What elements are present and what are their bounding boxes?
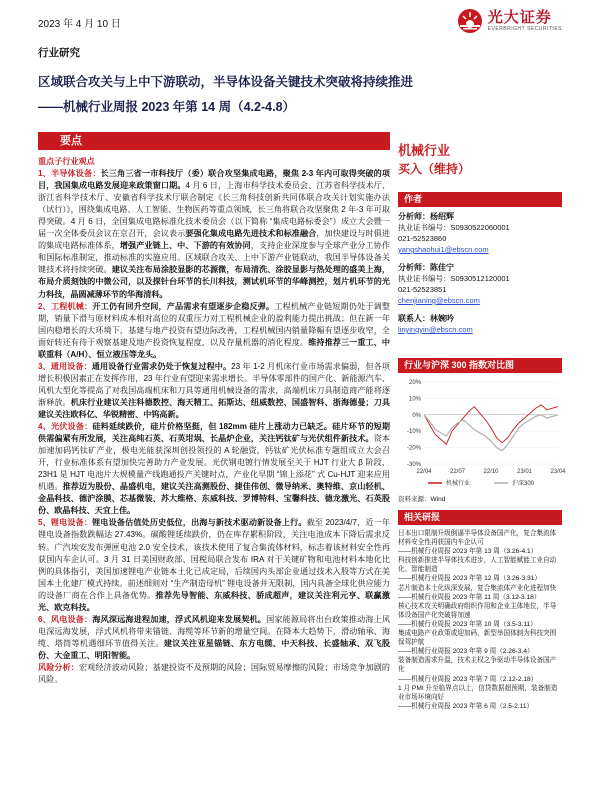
x-tick-label: 23/04 — [550, 469, 566, 475]
report-item[interactable]: 装备制造需求升温，技术主权之争驱动半导体设备国产化 ——机械行业周报 2023 年第 7 周（2.12-2.18） — [398, 657, 557, 683]
paragraph-lithium-equipment: 5、锂电设备：锂电设备估值处历史低位，出海与新技术驱动新设备上行。截至 2023/4/7，近一年锂电设备指数跌幅达 27.43%。碳酸锂延续跌价，仍在库存累积阶段，关注电池成本下降后需求反转。广汽埃安发布弹匣电池 2.0 安全技术，该技术使用了复合集流体材料，标志着该材料安全性再获国内车企认可。3 月 31 日美国财政部、国税局联合发布 IRA 对于关键矿物和电池材料本地化比例的具体指引，美国加速锂电产业链本土化已成定局，后续国内头部企业通过技术入股等方式在美国本土化建厂模式持续。前述细则对 “生产制造母机” 锂电设备并无限制，国内具备全球化供应能力的设备厂商在合作上具备优势。推荐先导智能、东威科技、骄成超声，建议关注利元亨、联赢激光、欧克科技。 — [38, 518, 390, 612]
analyst-email[interactable]: chenjianing@ebscn.com — [398, 296, 480, 305]
legend-label: 机械行业 — [446, 481, 471, 487]
logo-english: EVERBRIGHT SECURITIES — [487, 26, 562, 32]
analyst-phone: 021-52523860 — [398, 234, 447, 243]
y-tick-label: -30% — [406, 462, 421, 468]
analyst-name: 分析师：陈佳宁 — [398, 263, 454, 272]
legend-label: 沪深300 — [512, 481, 535, 487]
report-item[interactable]: 日本出口限制升级倒逼半导体设备国产化，复合集流体材料安全性再获国内车企认可 ——机械行业周报 2023 年第 13 周（3.26-4.1） — [398, 530, 557, 556]
series-line — [424, 405, 558, 444]
related-reports-list — [398, 529, 562, 711]
report-item[interactable]: 芯片制造本土化纵深发展，复合集流体产业化进程加快 ——机械行业周报 2023 年第 11 周（3.12-3.18） — [398, 584, 557, 601]
index-comparison-chart — [398, 376, 566, 491]
paragraph-general-equipment: 3、通用设备：通用设备行业需求仍处于恢复过程中。23 年 1-2 月机床行业市场需求偏弱，但各项增长积极因素正在发挥作用，23 年行业有望迎来需求增长。半导体零部件的国产化、新能源汽车、风机大型化等提高了对我国高端机床和刀具等通用机械设备的需求，高端机床刀具制造商产能将逐渐释放。机床行业建议关注科德数控、海天精工、拓斯达、纽威数控、国盛智科、浙海德曼；刀具建议关注欧科亿、华锐精密、中钨高新。 — [38, 361, 390, 419]
report-item[interactable]: 核心技术攻关明确政府组织作用和企业主体地位，半导体设备国产化突破将加速 ——机械行业周报 2023 年第 10 周（3.5-3.11） — [398, 602, 557, 628]
sun-logo-icon — [457, 8, 483, 34]
report-title: 区域联合攻关与上中下游联动，半导体设备关键技术突破将持续推进 — [38, 75, 414, 89]
paragraph-risk: 风险分析：宏观经济波动风险；基建投资不及预期的风险；国际贸易摩擦的风险；市场竞争加剧的风险。 — [38, 662, 390, 685]
y-tick-label: 20% — [408, 380, 421, 386]
y-tick-label: -10% — [406, 429, 421, 436]
contact-name: 联系人：林婉吟 — [398, 314, 454, 323]
industry-name: 机械行业 — [398, 143, 451, 158]
series-line — [424, 415, 558, 451]
x-tick-label: 23/01 — [516, 469, 533, 475]
paragraph-pv-equipment: 4、光伏设备：硅料延续跌价，硅片价格坚挺，但 182mm 硅片上涨动力已缺乏。硅片环节的短期供需偏紧有所发展，关注高纯石英、石英坩埚、长晶炉企业，关注钙钛矿与光伏组件新技术。资本加速加码钙钛矿产业，极电光能获深圳创投领投的 A 轮融资，钙钛矿光伏标准专题组成立大会召开，行业标准体系有望加快完善助力产业发展。光伏钢电镀行情发展至关于 HJT 行业大 β 阶段，23H1 是 HJT 电池片大规模量产线跑通投产关键时点，产业化早期 “锦上添花” 式 Cu-HJT 迎来应用机遇。推荐迈为股份、晶盛机电，建议关注高测股份、捷佳伟创、微导纳米、奥特维、京山轻机、金晶科技、德沪涂膜、芯基微装、苏大维格、东威科技、罗博特科、宝馨科技、德龙激光、石英股份、欧晶科技、天宜上佳。 — [38, 422, 390, 516]
author-header: 作者 — [398, 192, 562, 207]
section-label: 行业研究 — [38, 47, 80, 59]
chart-header: 行业与沪深 300 指数对比图 — [398, 358, 562, 373]
analyst-email[interactable]: yangshaohui1@ebscn.com — [398, 245, 489, 254]
paragraph-semiconductor: 1、半导体设备：长三角三省一市科技厅（委）联合攻坚集成电路，聚焦 2-3 年内可取得突破的项目，我国集成电路发展迎来政策窗口期。4 月 6 日，上海市科学技术委员会、江苏省科学技术厅、浙江省科学技术厅、安徽省科学技术厅联合制定《长三角科技创新共同体联合攻关计划实施办法（试行）》，围绕集成电路、人工智能、生物医药等重点领域，长三角将联合攻坚聚焦 2 年-3 年可取得突破。4 月 6 日，全国集成电路标准化技术委员会（以下简称 “集成电路标委会”）成立大会暨一届一次全体委员会议在京召开，会议表示要强化集成电路先进技术和标准融合，加快建设与时俱进的集成电路标准体系，增强产业链上、中、下游的有效协同，支持企业深度参与全球产业分工协作和国际标准制定，推动标准的实施应用。区域联合攻关、上中下游产业链联动，我国半导体设备关键技术将持续突破。建议关注布局涂胶显影的芯源微，布局清洗、涂胶显影与热处理的盛美上海，布局介质刻蚀的中微公司，以及探针台环节的长川科技，测试机环节的华峰测控，划片机环节的光力科技，晶圆减薄环节的华海清科。 — [38, 169, 390, 299]
x-tick-label: 22/07 — [449, 469, 466, 475]
paragraph-wind-equipment: 6、风电设备：海风深远海进程加速，浮式风机迎来发展契机。国家能源局将出台政策推动海上风电深远海发展，浮式风机将带来锚链、海缆等环节新的增量空间。在降本大趋势下，滑动轴承、海缆、塔筒等机遇细环节值得关注。建议关注亚星锚链、东方电缆、中天科技、长盛轴承、双飞股份、大金重工、明阳智能。 — [38, 614, 390, 660]
analyst-block — [398, 211, 562, 255]
contact-block — [398, 313, 562, 335]
analyst-phone: 021-52523851 — [398, 285, 447, 294]
key-points-banner: 要点 — [38, 132, 390, 150]
chart-source: 资料来源：Wind — [398, 496, 446, 503]
x-tick-label: 22/10 — [483, 469, 499, 475]
y-tick-label: -20% — [406, 445, 421, 452]
analyst-cert: 执业证书编号：S0930522060001 — [398, 223, 510, 232]
rating: 买入（维持） — [398, 162, 471, 176]
logo-name: 光大证券 — [487, 9, 552, 26]
y-tick-label: 0% — [412, 412, 421, 419]
company-logo — [457, 8, 562, 34]
analyst-block — [398, 262, 562, 306]
main-body — [38, 156, 390, 686]
report-item[interactable]: 科技创新推进半导体技术进步，人工智能赋能工业自动化、智能制造 ——机械行业周报 2023 年第 12 周（3.26-3.31） — [398, 557, 557, 583]
report-item[interactable]: 1 月 PMI 升至临界点以上，信贷数据超预期，装备制造业市场环境向好 ——机械行业周报 2023 年第 6 周（2.5-2.11） — [398, 684, 558, 710]
related-reports-header: 相关研报 — [398, 510, 562, 525]
analyst-name: 分析师：杨绍辉 — [398, 212, 454, 221]
x-tick-label: 22/04 — [416, 469, 432, 475]
report-subtitle: ——机械行业周报 2023 年第 14 周（4.2-4.8） — [38, 100, 296, 114]
analyst-cert: 执业证书编号：S0930512120001 — [398, 274, 510, 283]
subsection-heading: 重点子行业观点 — [38, 157, 95, 166]
contact-email[interactable]: linyingyin@ebscn.com — [398, 325, 473, 334]
report-date: 2023 年 4 月 10 日 — [38, 19, 121, 30]
report-item[interactable]: 集成电路产业政策或迎加码，新型举国体制为科技突围保驾护航 ——机械行业周报 2023 年第 9 周（2.26-3.4） — [398, 630, 557, 656]
paragraph-construction-machinery: 2、工程机械：开工仍有回升空间，产品需求有望逐步企稳反弹。工程机械产业链短期仍处于调整期，销量下滑与原材料成本相对高位的双重压力对工程机械企业的盈利能力提出挑战；但在新一年国内稳增长的大环境下，基建与地产投资有望边际改善，工程机械国内销量降幅有望逐步收窄，全面好转还有待于观察基建及地产投资恢复程度，以及存量机器的消化程度。维持推荐三一重工、中联重科（A/H）、恒立液压等龙头。 — [38, 301, 390, 359]
y-tick-label: 10% — [408, 396, 421, 403]
